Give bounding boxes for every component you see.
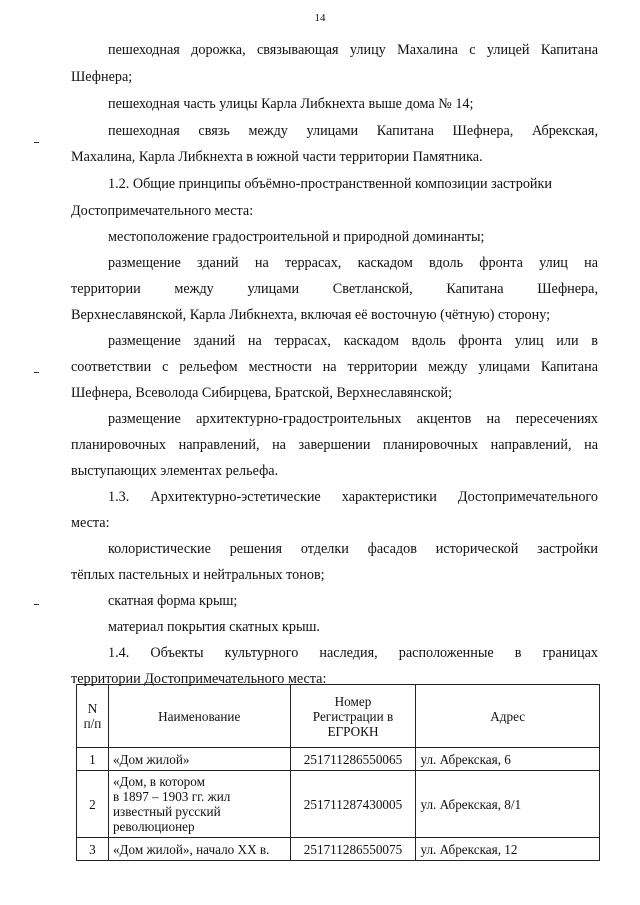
margin-mark [34,372,39,373]
heritage-objects-table [76,684,600,861]
row-name-line: в 1897 – 1903 гг. жил [112,789,231,804]
header-number [77,685,109,748]
table-row [77,771,600,838]
paragraph-line: Махалина, Карла Либкнехта в южной части территории Памятника. [71,149,483,165]
paragraph-line: пешеходная часть улицы Карла Либкнехта выше дома № 14; [108,96,474,112]
row-address: ул. Абрекская, 12 [416,838,600,861]
paragraph-line: выступающих элементах рельефа. [71,463,279,479]
row-registration: 251711287430005 [290,771,416,838]
section-heading: 1.4. Объекты культурного наследия, расположенные в границах [108,645,598,661]
paragraph-line: размещение архитектурно-градостроительных акцентов на пересечениях [108,411,598,427]
paragraph-line: колористические решения отделки фасадов исторической застройки [108,541,598,557]
paragraph-line: тёплых пастельных и нейтральных тонов; [71,567,325,583]
paragraph-line: Шефнера; [71,69,133,85]
paragraph-line: местоположение градостроительной и природной доминанты; [108,229,485,245]
paragraph-line: территории Достопримечательного места: [71,671,327,687]
paragraph-line: размещение зданий на террасах, каскадом вдоль фронта улиц или в [108,333,598,349]
paragraph-line: территории между улицами Светланской, Капитана Шефнера, [71,281,598,297]
row-number: 2 [77,771,109,838]
paragraph-line: пешеходная связь между улицами Капитана Шефнера, Абрекская, [108,123,598,139]
paragraph-line: Верхнеславянской, Карла Либкнехта, включая её восточную (чётную) сторону; [71,307,551,323]
paragraph-line: Шефнера, Всеволода Сибирцева, Братской, Верхнеславянской; [71,385,453,401]
paragraph-line: скатная форма крыш; [108,593,238,609]
row-name: «Дом жилой», начало XX в. [108,838,290,861]
margin-mark [34,604,39,605]
section-heading: 1.2. Общие принципы объёмно-пространственной композиции застройки [108,176,552,192]
row-name-line: революционер [112,819,195,834]
section-heading: 1.3. Архитектурно-эстетические характеристики Достопримечательного [108,489,598,505]
paragraph-line: планировочных направлений, на завершении планировочных направлений, на [71,437,598,453]
page-number: 14 [314,12,326,24]
header-registration-line: Регистрации в [312,708,394,724]
row-number: 3 [77,838,109,861]
row-registration: 251711286550065 [290,748,416,771]
header-number-line: п/п [83,716,102,731]
row-address: ул. Абрекская, 6 [416,748,600,771]
row-name-line: «Дом, в котором [112,774,205,789]
row-number: 1 [77,748,109,771]
paragraph-line: размещение зданий на террасах, каскадом вдоль фронта улиц на [108,255,598,271]
paragraph-line: материал покрытия скатных крыш. [108,619,320,635]
paragraph-line: соответствии с рельефом местности на территории между улицами Капитана [71,359,598,375]
header-name: Наименование [108,685,290,748]
margin-mark [34,142,39,143]
header-registration-line: ЕГРОКН [327,723,379,739]
table-row [77,838,600,861]
paragraph-line: места: [71,515,110,531]
header-registration [290,685,416,748]
header-address: Адрес [416,685,600,748]
row-name [108,771,290,838]
header-registration-line: Номер [334,693,372,709]
row-name-line: известный русский [112,804,221,819]
header-number-line: N [87,701,98,716]
row-address: ул. Абрекская, 8/1 [416,771,600,838]
table-row [77,748,600,771]
paragraph-line: Достопримечательного места: [71,203,254,219]
row-registration: 251711286550075 [290,838,416,861]
paragraph-line: пешеходная дорожка, связывающая улицу Махалина с улицей Капитана [108,42,598,58]
table-header-row [77,685,600,748]
row-name: «Дом жилой» [108,748,290,771]
